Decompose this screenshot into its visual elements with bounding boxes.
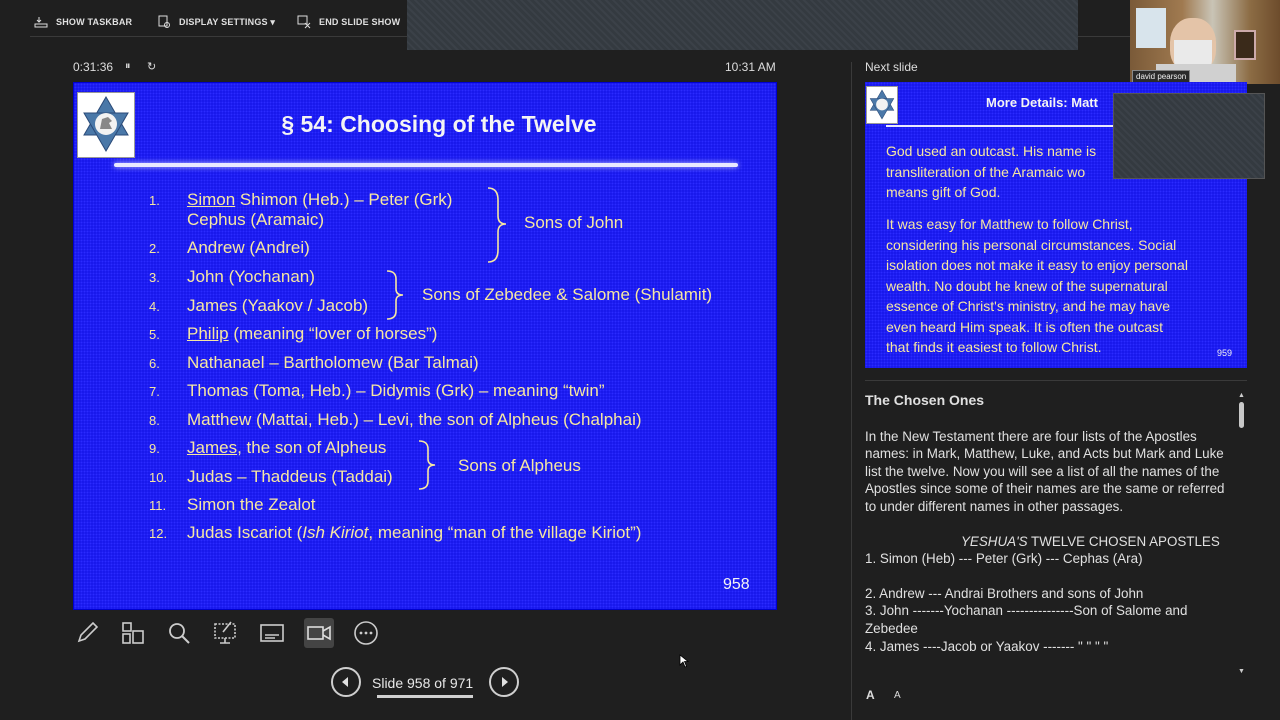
scroll-up-icon[interactable]: ▲ <box>1238 392 1245 399</box>
item-number: 12. <box>149 526 168 541</box>
item-text: Nathanael – Bartholomew (Bar Talmai) <box>187 353 479 372</box>
apostle-item-11 <box>149 495 316 515</box>
para1-line: God used an outcast. His name is <box>886 143 1097 159</box>
apostle-item-3 <box>149 267 315 287</box>
slides-grid-icon <box>120 620 146 646</box>
notes-line-2: 2. Andrew --- Andrai Brothers and sons of John <box>865 585 1144 601</box>
display-settings-button[interactable] <box>157 12 275 32</box>
item-number: 11. <box>149 498 167 513</box>
current-slide <box>73 82 777 610</box>
next-slide-page-number: 959 <box>1217 348 1233 358</box>
item-number: 1. <box>149 193 160 208</box>
notes-list-title-text: TWELVE CHOSEN APOSTLES <box>1027 533 1220 549</box>
item-text: Judas – Thaddeus (Taddai) <box>187 467 393 486</box>
webcam-video <box>1130 0 1280 84</box>
taskbar-icon <box>34 15 48 29</box>
item-underlined: James <box>187 438 238 457</box>
para2-line: It was easy for Matthew to follow Christ, <box>886 216 1133 232</box>
clock-time: 10:31 AM <box>725 60 776 74</box>
item-number: 6. <box>149 356 160 371</box>
apostle-item-9 <box>149 438 386 458</box>
notes-heading: The Chosen Ones <box>865 392 985 408</box>
notes-list-title-em: YESHUA'S <box>961 533 1028 549</box>
video-camera-icon <box>306 620 332 646</box>
item-number: 4. <box>149 299 160 314</box>
scrollbar-thumb[interactable] <box>1239 402 1244 428</box>
item-underlined: Simon <box>187 190 236 209</box>
title-rule <box>114 163 738 167</box>
para2-line: essence of Christ's ministry, and he may have <box>886 298 1171 314</box>
notes-line-1: 1. Simon (Heb) --- Peter (Grk) --- Cephas (Ara) <box>865 551 1143 567</box>
item-text: James (Yaakov / Jacob) <box>187 296 369 315</box>
brace-sons-of-alpheus <box>416 439 438 491</box>
reset-icon[interactable]: ↻ <box>147 61 157 73</box>
show-taskbar-label: SHOW TASKBAR <box>56 17 133 27</box>
more-options-button[interactable] <box>351 618 381 648</box>
group-sons-of-john: Sons of John <box>524 213 624 232</box>
shared-screen-preview <box>407 0 1078 50</box>
panel-divider <box>851 62 852 720</box>
end-slide-show-button[interactable] <box>297 12 400 32</box>
apostle-item-10 <box>149 467 393 487</box>
end-show-icon <box>297 15 311 29</box>
subtitles-button[interactable] <box>257 618 287 648</box>
show-taskbar-button[interactable] <box>34 12 132 32</box>
notes-spacer <box>865 516 1233 533</box>
apostle-item-12 <box>149 523 641 543</box>
chevron-right-icon <box>498 676 510 688</box>
apostle-item-1b <box>149 210 324 230</box>
item-number: 3. <box>149 270 160 285</box>
scroll-down-icon[interactable]: ▼ <box>1238 668 1245 675</box>
display-settings-label: DISPLAY SETTINGS ▾ <box>179 16 276 27</box>
camera-button[interactable] <box>304 618 334 648</box>
next-slide-label: Next slide <box>865 60 918 74</box>
slide-progress-underline <box>377 695 473 698</box>
pointer-options-button[interactable] <box>210 618 240 648</box>
item-text: , meaning “man of the village Kiriot”) <box>368 523 642 542</box>
item-text: Andrew (Andrei) <box>187 238 310 257</box>
next-slide-paragraph-2 <box>886 214 1231 358</box>
elapsed-timer: 0:31:36 <box>73 60 114 74</box>
item-text: , the son of Alpheus <box>237 438 387 457</box>
group-sons-of-alpheus: Sons of Alpheus <box>458 456 581 475</box>
see-all-slides-button[interactable] <box>118 618 148 648</box>
item-emphasis: Ish Kiriot <box>302 523 369 542</box>
para2-line: considering his personal circumstances. Social <box>886 236 1177 253</box>
item-number: 2. <box>149 241 160 256</box>
group-sons-of-zebedee: Sons of Zebedee & Salome (Shulamit) <box>422 285 713 304</box>
webcam-background-screen <box>1136 8 1166 48</box>
item-text: Matthew (Mattai, Heb.) – Levi, the son of Alpheus (Chalphai) <box>187 410 642 429</box>
magnifier-icon <box>166 620 192 646</box>
next-slide-logo <box>866 86 898 124</box>
notes-intro: In the New Testament there are four lists of the Apostles names: in Mark, Matthew, Luke, and Acts but Mark and Luke list the twelve. Now you will see a list of all the names of the Apostles since some of their names are the same or referred to under different names in other passages. <box>865 428 1225 514</box>
item-text: Thomas (Toma, Heb.) – Didymis (Grk) – meaning “twin” <box>187 381 605 400</box>
apostle-item-2 <box>149 238 310 258</box>
notes-list-title <box>865 533 1233 551</box>
presenter-screen-icon <box>212 620 238 646</box>
para2-line: that finds it easiest to follow Christ. <box>886 339 1102 355</box>
pen-icon <box>74 620 100 646</box>
decrease-font-button[interactable]: A <box>894 690 901 701</box>
item-number: 9. <box>149 441 160 456</box>
item-text: Judas Iscariot ( <box>187 523 303 542</box>
star-of-david-lion-icon <box>867 87 897 123</box>
chevron-left-icon <box>340 676 352 688</box>
slide-title: § 54: Choosing of the Twelve <box>281 111 597 137</box>
mouse-cursor-icon <box>679 654 689 668</box>
increase-font-button[interactable]: A <box>866 688 875 702</box>
item-number: 7. <box>149 384 160 399</box>
notes-divider <box>865 380 1247 381</box>
para2-line: wealth. No doubt he knew of the supernatural <box>886 277 1168 294</box>
para1-line: transliteration of the Aramaic wo <box>886 163 1086 180</box>
floating-video-placeholder <box>1113 93 1265 179</box>
item-text: Shimon (Heb.) – Peter (Grk) <box>235 190 453 209</box>
end-slide-show-label: END SLIDE SHOW <box>319 17 401 27</box>
previous-slide-button[interactable] <box>331 667 361 697</box>
item-number: 5. <box>149 327 160 342</box>
item-text: Simon the Zealot <box>187 495 316 514</box>
zoom-button[interactable] <box>164 618 194 648</box>
item-text: (meaning “lover of horses”) <box>228 324 438 343</box>
item-number: 8. <box>149 413 160 428</box>
pen-tool-button[interactable] <box>72 618 102 648</box>
next-slide-title: More Details: Matt <box>986 95 1098 110</box>
brace-sons-of-john <box>484 186 508 264</box>
item-underlined: Philip <box>187 324 229 343</box>
item-text: Cephus (Aramaic) <box>187 210 324 229</box>
notes-line-4: 4. James ----Jacob or Yaakov ------- " " " " <box>865 638 1109 654</box>
apostle-item-4 <box>149 296 368 316</box>
speaker-notes[interactable] <box>865 392 1233 680</box>
item-text: John (Yochanan) <box>187 267 315 286</box>
item-number: 10. <box>149 470 168 485</box>
para1-line: means gift of God. <box>886 184 1001 200</box>
brace-sons-of-zebedee <box>384 269 406 321</box>
apostle-item-7 <box>149 381 605 401</box>
slide-page-number: 958 <box>723 576 750 593</box>
para2-line: even heard Him speak. It is often the outcast <box>886 318 1164 335</box>
notes-spacer <box>865 568 1233 585</box>
subtitles-icon <box>259 620 285 646</box>
notes-scrollbar[interactable] <box>1237 392 1247 679</box>
notes-line-3: 3. John -------Yochanan ---------------Son of Salome and Zebedee <box>865 603 1188 636</box>
display-settings-icon <box>157 15 171 29</box>
apostle-item-6 <box>149 353 479 373</box>
slide-counter[interactable]: Slide 958 of 971 <box>372 675 474 691</box>
webcam-background-frame <box>1234 30 1256 60</box>
para2-line: isolation does not make it easy to enjoy personal <box>886 257 1188 273</box>
next-slide-button[interactable] <box>489 667 519 697</box>
pause-icon[interactable]: ⏸ <box>125 60 131 72</box>
webcam-name-label: david pearson <box>1132 70 1190 83</box>
more-icon <box>353 620 379 646</box>
apostle-item-8 <box>149 410 642 430</box>
apostle-item-1 <box>149 190 452 210</box>
apostle-item-5 <box>149 324 437 344</box>
